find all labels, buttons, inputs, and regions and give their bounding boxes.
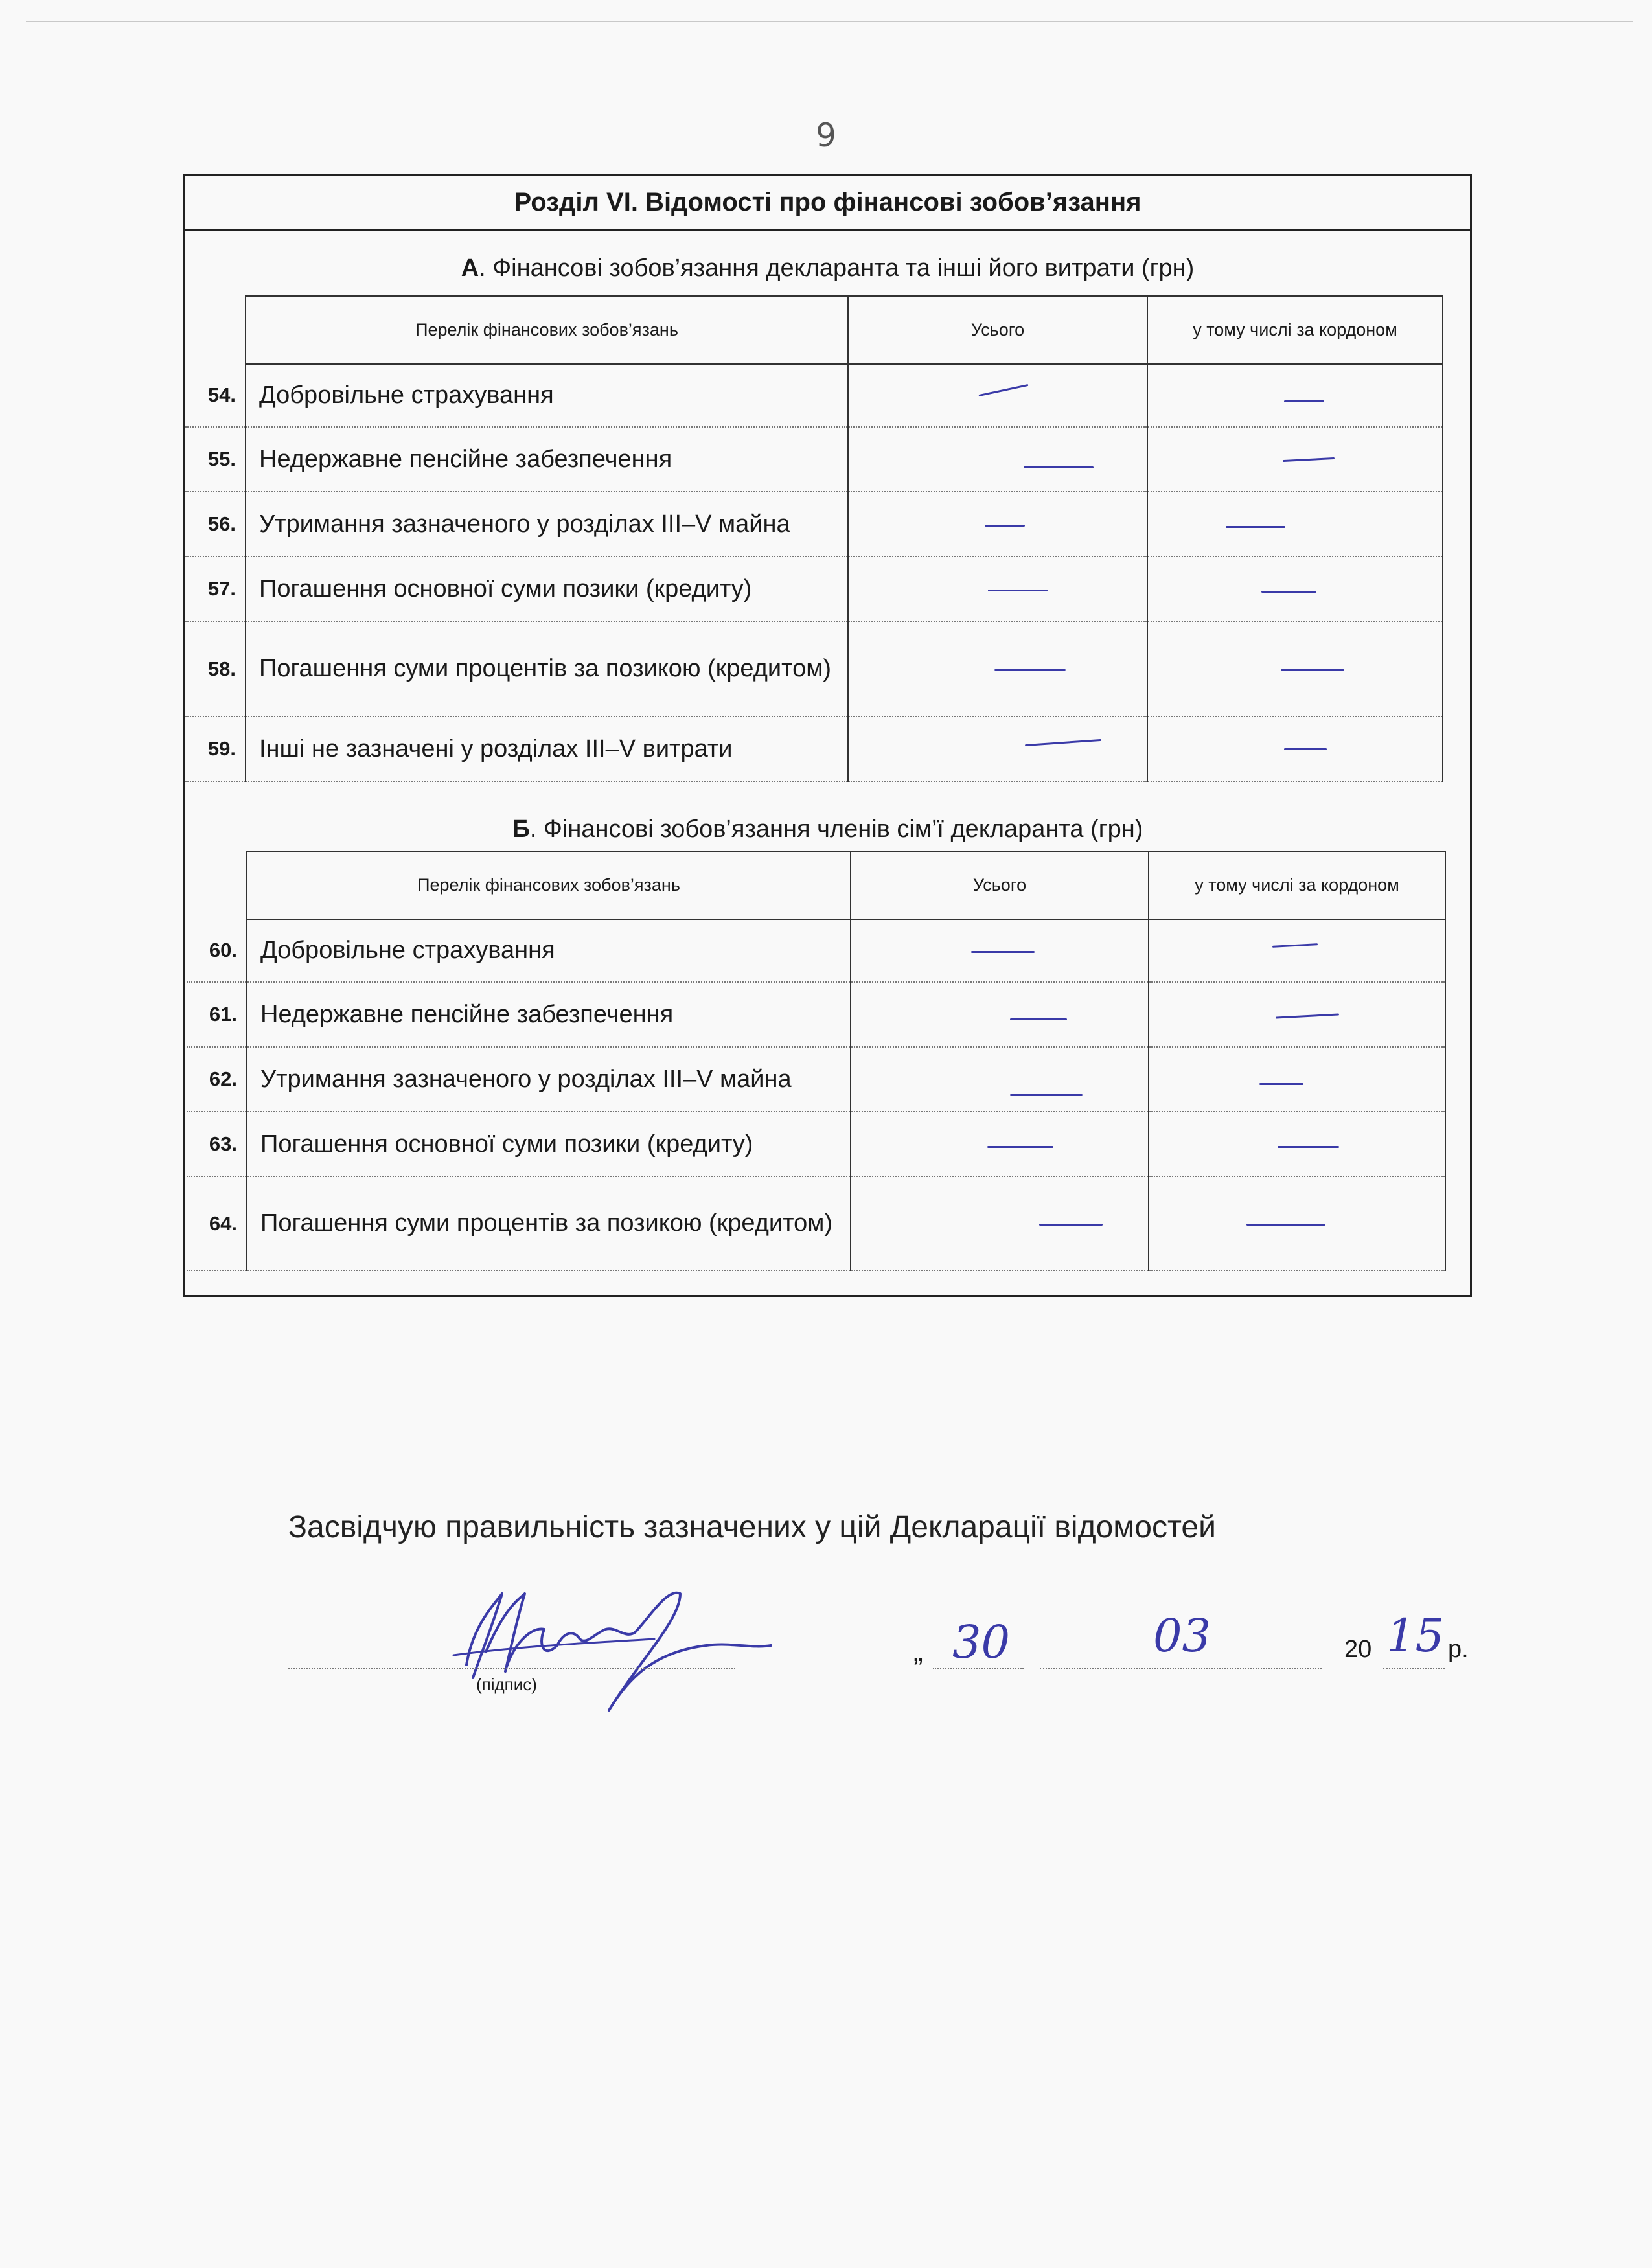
row-number: 61. (187, 982, 247, 1047)
part-b-title-text: . Фінансові зобов’язання членів сім’ї декларанта (грн) (529, 816, 1143, 843)
part-b-table (187, 851, 1446, 1271)
row-label: Погашення основної суми позики (кредиту) (247, 1112, 851, 1176)
part-b-letter: Б (512, 816, 530, 843)
row-label: Добровільне страхування (246, 364, 848, 427)
row-label: Погашення суми процентів за позикою (кредитом) (246, 621, 848, 716)
row-number: 55. (185, 427, 246, 492)
abroad-cell[interactable] (1147, 427, 1443, 492)
row-label: Інші не зазначені у розділах III–V витрати (246, 716, 848, 781)
handwritten-dash (1010, 1018, 1067, 1020)
total-cell[interactable] (848, 364, 1147, 427)
abroad-cell[interactable] (1147, 716, 1443, 781)
part-a-title-text: . Фінансові зобов’язання декларанта та інші його витрати (грн) (479, 255, 1195, 282)
handwritten-month[interactable]: 03 (1153, 1609, 1211, 1662)
part-a-letter: А (461, 255, 479, 282)
year-line (1383, 1668, 1445, 1669)
handwritten-year[interactable]: 15 (1386, 1609, 1445, 1662)
row-number: 60. (187, 919, 247, 982)
row-number: 59. (185, 716, 246, 781)
date-open-quote: „ (913, 1636, 923, 1667)
row-number: 63. (187, 1112, 247, 1176)
handwritten-dash (979, 384, 1029, 396)
handwritten-dash (987, 1146, 1053, 1148)
month-line (1040, 1668, 1322, 1669)
handwritten-dash (1259, 1083, 1303, 1085)
total-cell[interactable] (848, 716, 1147, 781)
table-row (187, 1112, 1445, 1176)
handwritten-dash (1272, 943, 1318, 948)
header-total: Усього (851, 851, 1149, 919)
header-abroad: у тому числі за кордоном (1149, 851, 1445, 919)
handwritten-dash (1278, 1146, 1339, 1148)
table-row (187, 919, 1445, 982)
row-number: 58. (185, 621, 246, 716)
header-obligations: Перелік фінансових зобов’язань (247, 851, 851, 919)
total-cell[interactable] (848, 492, 1147, 556)
row-number: 56. (185, 492, 246, 556)
header-blank-cell (185, 296, 246, 364)
declaration-section-frame (183, 174, 1472, 1297)
total-cell[interactable] (851, 982, 1149, 1047)
row-number: 57. (185, 556, 246, 621)
row-label: Погашення суми процентів за позикою (кредитом) (247, 1176, 851, 1270)
row-label: Утримання зазначеного у розділах III–V майна (246, 492, 848, 556)
abroad-cell[interactable] (1147, 364, 1443, 427)
table-row (185, 492, 1443, 556)
signature-image (447, 1568, 810, 1723)
table-row (185, 621, 1443, 716)
abroad-cell[interactable] (1149, 1047, 1445, 1112)
handwritten-dash (1025, 739, 1101, 746)
table-row (185, 364, 1443, 427)
total-cell[interactable] (848, 556, 1147, 621)
total-cell[interactable] (851, 919, 1149, 982)
part-b-title (185, 816, 1470, 843)
page-number: 9 (816, 117, 836, 154)
handwritten-dash (1276, 1013, 1339, 1018)
abroad-cell[interactable] (1147, 621, 1443, 716)
scan-edge-line (26, 21, 1633, 22)
signature-line (288, 1668, 735, 1669)
abroad-cell[interactable] (1147, 492, 1443, 556)
handwritten-dash (988, 590, 1048, 591)
abroad-cell[interactable] (1149, 982, 1445, 1047)
table-row (187, 982, 1445, 1047)
row-label: Добровільне страхування (247, 919, 851, 982)
handwritten-dash (1281, 669, 1344, 671)
year-suffix: р. (1448, 1636, 1469, 1663)
table-row (185, 556, 1443, 621)
row-number: 64. (187, 1176, 247, 1270)
handwritten-dash (1246, 1224, 1325, 1226)
handwritten-dash (994, 669, 1066, 671)
handwritten-dash (985, 525, 1025, 527)
handwritten-dash (1284, 400, 1324, 402)
handwritten-dash (1039, 1224, 1103, 1226)
abroad-cell[interactable] (1149, 919, 1445, 982)
signature-caption: (підпис) (476, 1675, 537, 1694)
row-label: Утримання зазначеного у розділах III–V майна (247, 1047, 851, 1112)
handwritten-dash (971, 951, 1035, 953)
year-prefix: 20 (1344, 1636, 1372, 1663)
total-cell[interactable] (851, 1112, 1149, 1176)
header-abroad: у тому числі за кордоном (1147, 296, 1443, 364)
handwritten-dash (1010, 1094, 1083, 1096)
row-label: Недержавне пенсійне забезпечення (247, 982, 851, 1047)
handwritten-dash (1226, 526, 1285, 528)
row-number: 54. (185, 364, 246, 427)
part-a-header-row (185, 296, 1443, 364)
certification-statement: Засвідчую правильність зазначених у цій Декларації відомостей (288, 1510, 1216, 1544)
table-row (185, 716, 1443, 781)
handwritten-dash (1024, 466, 1094, 468)
total-cell[interactable] (848, 427, 1147, 492)
total-cell[interactable] (851, 1047, 1149, 1112)
header-total: Усього (848, 296, 1147, 364)
abroad-cell[interactable] (1149, 1112, 1445, 1176)
row-label: Погашення основної суми позики (кредиту) (246, 556, 848, 621)
header-blank-cell (187, 851, 247, 919)
table-row (187, 1047, 1445, 1112)
handwritten-day[interactable]: 30 (952, 1616, 1011, 1669)
row-label: Недержавне пенсійне забезпечення (246, 427, 848, 492)
abroad-cell[interactable] (1147, 556, 1443, 621)
header-obligations: Перелік фінансових зобов’язань (246, 296, 848, 364)
total-cell[interactable] (851, 1176, 1149, 1270)
total-cell[interactable] (848, 621, 1147, 716)
abroad-cell[interactable] (1149, 1176, 1445, 1270)
part-a-table (185, 295, 1443, 782)
row-number: 62. (187, 1047, 247, 1112)
table-row (187, 1176, 1445, 1270)
section-title: Розділ VI. Відомості про фінансові зобов’язання (185, 176, 1470, 231)
handwritten-dash (1261, 591, 1316, 593)
part-a-title (185, 255, 1470, 282)
handwritten-dash (1284, 748, 1327, 750)
table-row (185, 427, 1443, 492)
part-b-header-row (187, 851, 1445, 919)
handwritten-dash (1283, 457, 1335, 462)
